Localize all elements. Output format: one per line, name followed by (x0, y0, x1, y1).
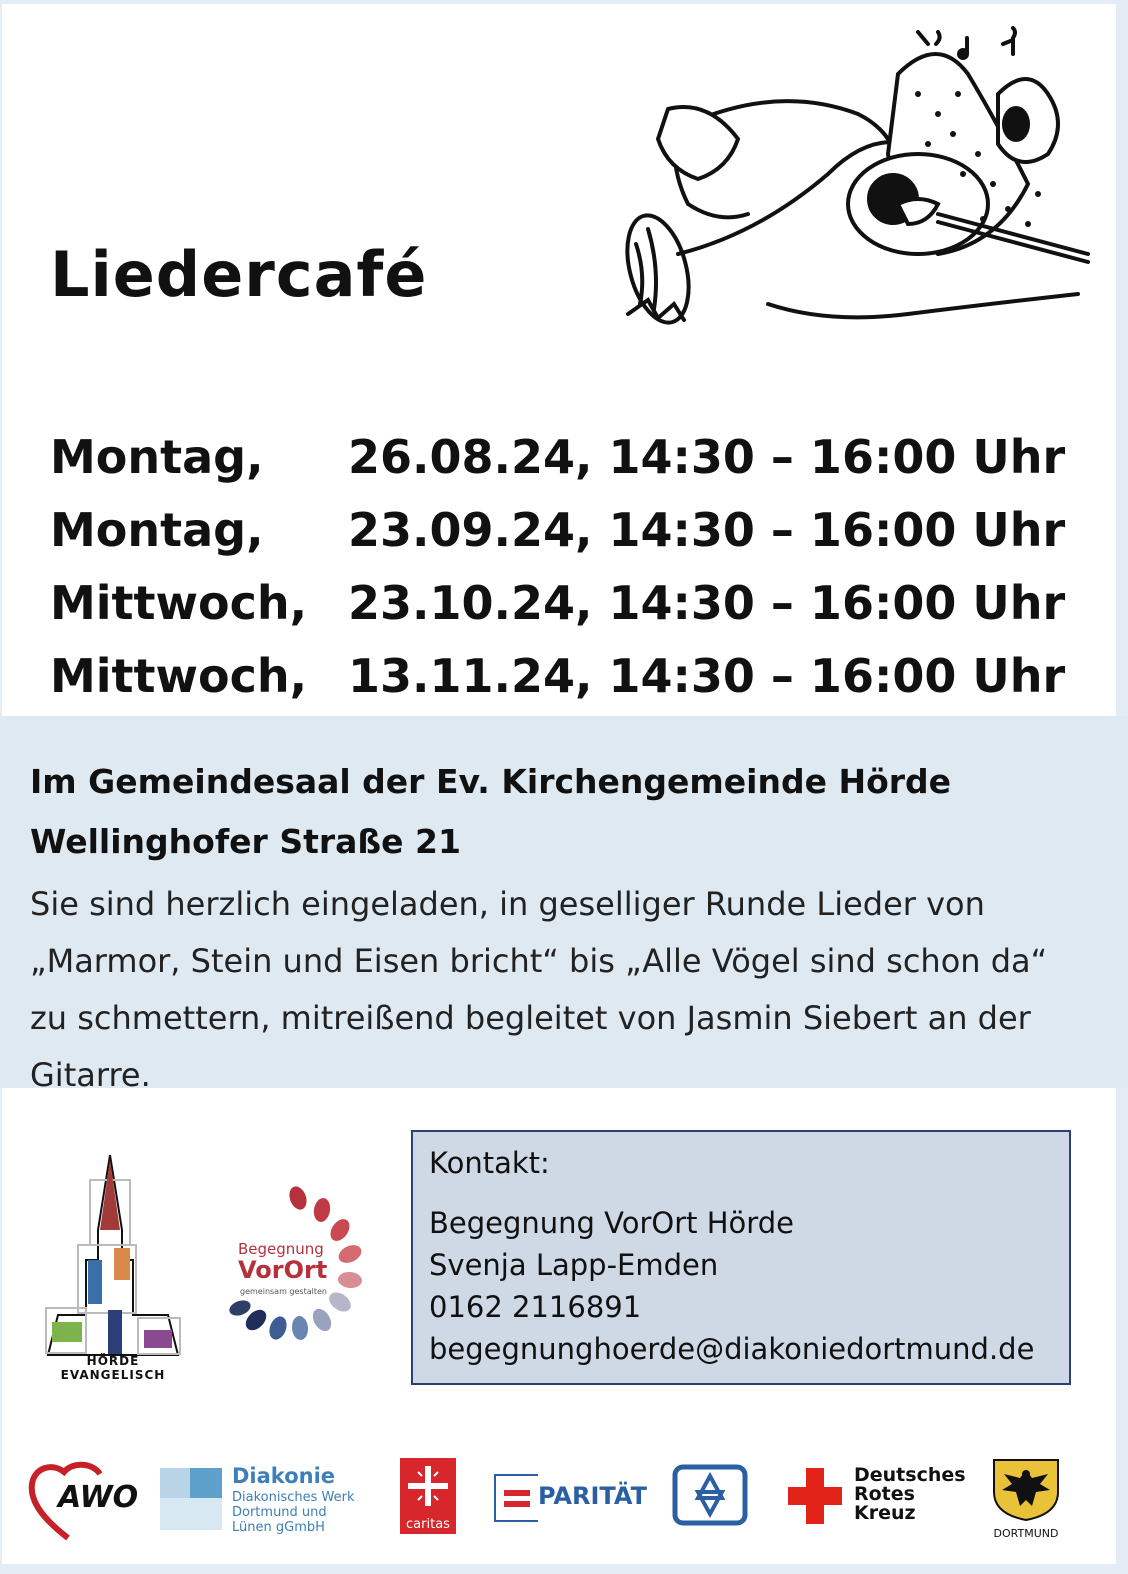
awo-logo (28, 1460, 138, 1538)
drk-logo (786, 1466, 966, 1536)
date-time: 23.10.24, 14:30 – 16:00 Uhr (348, 575, 1066, 630)
vorort-line2: VorOrt (238, 1256, 328, 1284)
contact-box (411, 1130, 1071, 1385)
contact-org: Begegnung VorOrt Hörde (429, 1206, 794, 1240)
date-row (50, 493, 1070, 566)
weekday: Montag, (50, 502, 264, 557)
weekday: Mittwoch, (50, 648, 308, 703)
vorort-line1: Begegnung (238, 1240, 324, 1258)
sponsor-logos (0, 1450, 1128, 1550)
church-icon (38, 1150, 188, 1360)
venue (30, 752, 951, 872)
contact-email: begegnunghoerde@diakoniedortmund.de (429, 1332, 1035, 1366)
date-list (50, 420, 1070, 712)
caritas-logo (400, 1458, 456, 1534)
diakonie-subtitle: Diakonisches Werk Dortmund und Lünen gGmbH (232, 1490, 355, 1535)
page-title: Liedercafé (50, 238, 428, 311)
eagle-shield-icon (990, 1456, 1062, 1522)
event-description: Sie sind herzlich eingeladen, in geselliger Runde Lieder von „Marmor, Stein und Eisen bricht“ bis „Alle Vögel sind schon da“ zu schmettern, mitreißend begleitet von Jasmin Siebert an der Gitarre. (30, 885, 1048, 1094)
dortmund-coat-of-arms (990, 1456, 1062, 1540)
caritas-cross-icon (400, 1458, 456, 1514)
ring-icon (226, 1182, 366, 1342)
begegnung-vorort-logo (226, 1182, 366, 1342)
date-time: 13.11.24, 14:30 – 16:00 Uhr (348, 648, 1066, 703)
contact-person: Svenja Lapp-Emden (429, 1248, 719, 1282)
paritat-logo (494, 1470, 647, 1524)
weekday: Mittwoch, (50, 575, 308, 630)
diakonie-name: Diakonie (232, 1464, 336, 1488)
date-row (50, 420, 1070, 493)
star-of-david-icon (672, 1464, 748, 1526)
date-row (50, 566, 1070, 639)
venue-address: Wellinghofer Straße 21 (30, 822, 461, 861)
paritat-text: PARITÄT (538, 1482, 647, 1510)
caritas-text: caritas (406, 1517, 450, 1532)
dortmund-text: DORTMUND (993, 1527, 1059, 1540)
date-row (50, 639, 1070, 712)
contact-phone: 0162 2116891 (429, 1290, 642, 1324)
vorort-line3: gemeinsam gestalten (240, 1287, 327, 1296)
weekday: Montag, (50, 429, 264, 484)
date-time: 26.08.24, 14:30 – 16:00 Uhr (348, 429, 1066, 484)
hoerde-evangelisch-logo (38, 1150, 188, 1382)
awo-text: AWO (58, 1480, 139, 1515)
guitar-player-illustration (618, 14, 1098, 334)
zwst-logo (672, 1464, 748, 1526)
date-time: 23.09.24, 14:30 – 16:00 Uhr (348, 502, 1066, 557)
venue-name: Im Gemeindesaal der Ev. Kirchengemeinde Hörde (30, 762, 952, 801)
contact-label: Kontakt: (429, 1146, 550, 1180)
diakonie-logo (160, 1464, 360, 1534)
church-logo-caption: HÖRDE EVANGELISCH (60, 1354, 166, 1382)
drk-text: Deutsches Rotes Kreuz (854, 1464, 966, 1524)
